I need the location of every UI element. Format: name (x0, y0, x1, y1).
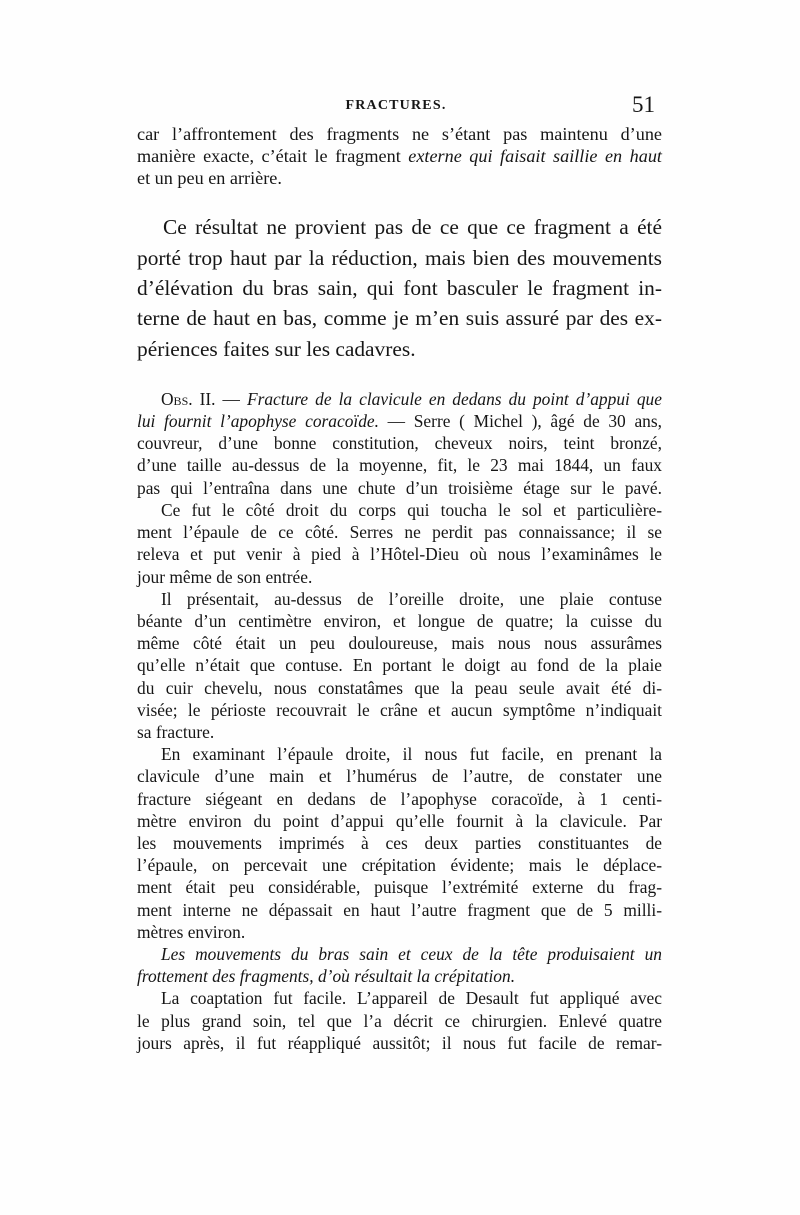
text-line: releva et put venir à pied à l’Hôtel-Dieu où nous l’examinâmes le (137, 544, 662, 565)
text-line: porté trop haut par la réduction, mais bien des mouvements (137, 245, 662, 270)
page-number: 51 (632, 92, 655, 117)
text-line: et un peu en arrière. (137, 167, 282, 188)
text-line: clavicule d’une main et l’humérus de l’autre, de constater une (137, 766, 662, 787)
text-line: Ce résultat ne provient pas de ce que ce fragment a été (163, 215, 662, 240)
text-line: jours après, il fut réappliqué aussitôt; il nous fut facile de remar- (137, 1032, 662, 1053)
italic-span: Fracture de la clavicule en dedans du point d’appui que (246, 388, 662, 409)
text-line: qu’elle n’était que contuse. En portant le doigt au fond de la plaie (137, 655, 662, 676)
text-span: — (215, 388, 247, 409)
text-line: car l’affrontement des fragments ne s’étant pas maintenu d’une (137, 124, 662, 144)
paragraph-continuation (137, 124, 662, 189)
text-line: périences faites sur les cadavres. (137, 336, 416, 361)
text-line: du cuir chevelu, nous constatâmes que la peau seule avait été di- (137, 677, 662, 698)
body-text (137, 124, 662, 1054)
text-line: Ce fut le côté droit du corps qui toucha le sol et particulière- (161, 499, 662, 520)
text-line (137, 146, 662, 168)
italic-span: lui fournit l’apophyse coracoïde. (137, 411, 379, 432)
text-line: même côté était un peu douloureuse, mais nous nous assurâmes (137, 633, 662, 654)
text-line: terne de haut en bas, comme je m’en suis assuré par des ex- (137, 306, 662, 331)
text-line: ment l’épaule de ce côté. Serres ne perdit pas connaissance; il se (137, 522, 662, 543)
text-line: l’épaule, on percevait une crépitation évidente; mais le déplace- (137, 855, 662, 876)
text-line: sa fracture. (137, 721, 215, 742)
observation-section (137, 388, 662, 1054)
text-line: visée; le périoste recouvrait le crâne et aucun symptôme n’indiquait (137, 699, 662, 720)
text-line: En examinant l’épaule droite, il nous fut facile, en prenant la (161, 744, 662, 765)
text-span: — Serre ( Michel ), âgé de 30 ans, (378, 411, 662, 432)
text-span: manière exacte, c’était le fragment (137, 145, 409, 166)
text-line: ment interne ne dépassait en haut l’autre fragment que de 5 milli- (137, 899, 662, 920)
text-line: ment était peu considérable, puisque l’extrémité externe du frag- (137, 877, 662, 898)
text-line: mètres environ. (137, 921, 246, 942)
italic-span: externe qui faisait saillie en haut (408, 145, 662, 166)
text-line: pas qui l’entraîna dans une chute d’un troisième étage sur le pavé. (137, 477, 662, 498)
text-line-italic: Les mouvements du bras sain et ceux de la tête produisaient un (161, 943, 662, 964)
text-line: Il présentait, au-dessus de l’oreille droite, une plaie contuse (161, 588, 662, 609)
text-line: béante d’un centimètre environ, et longue de quatre; la cuisse du (137, 610, 662, 631)
text-line-italic: frottement des fragments, d’où résultait la crépitation. (137, 966, 516, 987)
text-line: le plus grand soin, tel que l’a décrit ce chirurgien. Enlevé quatre (137, 1010, 662, 1031)
observation-label: Obs. II. (161, 388, 216, 409)
running-title: FRACTURES. (345, 98, 447, 113)
text-line: couvreur, d’une bonne constitution, cheveux noirs, teint bronzé, (137, 433, 662, 454)
text-line: mètre environ du point d’appui qu’elle fournit à la clavicule. Par (137, 810, 662, 831)
text-line (137, 410, 662, 432)
text-line: La coaptation fut facile. L’appareil de Desault fut appliqué avec (161, 988, 662, 1009)
text-line (137, 388, 662, 410)
text-line: d’une taille au-dessus de la moyenne, fit, le 23 mai 1844, un faux (137, 455, 662, 476)
page-header (137, 94, 655, 118)
text-line: jour même de son entrée. (137, 566, 313, 587)
text-line: fracture siégeant en dedans de l’apophyse coracoïde, à 1 centi- (137, 788, 662, 809)
text-line: d’élévation du bras sain, qui font basculer le fragment in- (137, 275, 662, 300)
text-line: les mouvements imprimés à ces deux parties constituantes de (137, 832, 662, 853)
paragraph-result (137, 212, 662, 363)
